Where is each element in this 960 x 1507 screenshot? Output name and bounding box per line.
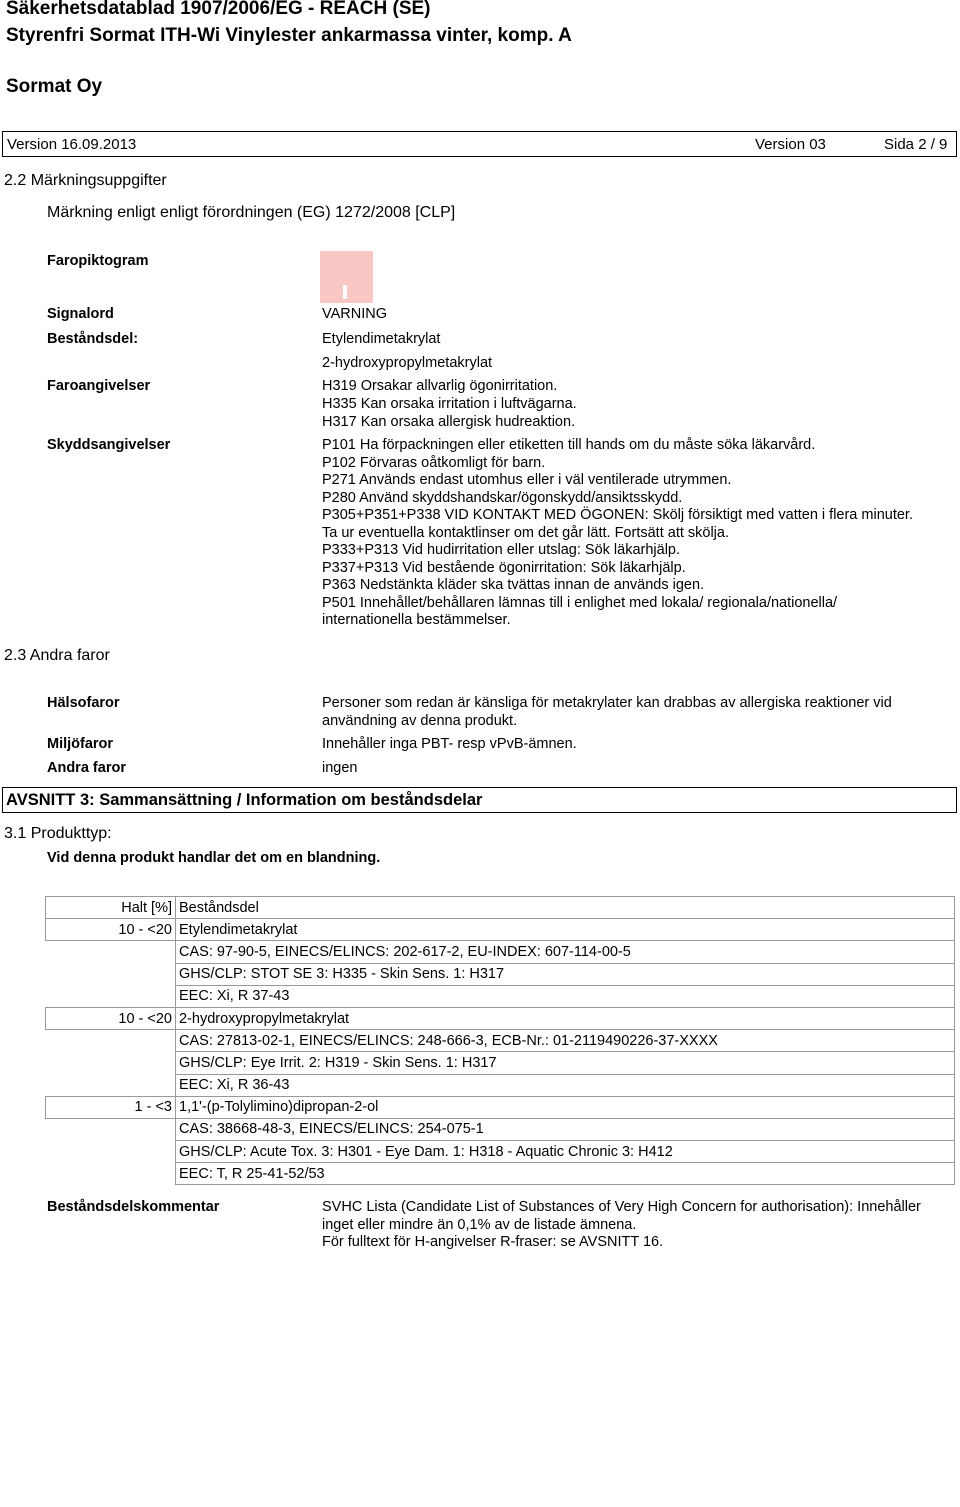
section-3-header (2, 787, 957, 813)
component-name-cell: Etylendimetakrylat (176, 919, 955, 941)
table-row (46, 1141, 955, 1163)
env-hazards-label: Miljöfaror (47, 736, 114, 752)
concentration-cell (46, 985, 176, 1007)
table-row (46, 919, 955, 941)
composition-table (45, 896, 955, 1185)
pictogram-label: Faropiktogram (47, 253, 149, 269)
other-hazards-label: Andra faror (47, 760, 126, 776)
component-name-cell: 1,1'-(p-Tolylimino)dipropan-2-ol (176, 1096, 955, 1118)
precaution-statement: P305+P351+P338 VID KONTAKT MED ÖGONEN: Skölj försiktigt med vatten i flera minuter. (322, 507, 913, 523)
component-comment-line: inget eller mindre än 0,1% av de listade ämnena. (322, 1216, 637, 1233)
precaution-statement: Ta ur eventuella kontaktlinser om det går lätt. Fortsätt att skölja. (322, 524, 729, 541)
precaution-statement: P501 Innehållet/behållaren lämnas till i enlighet med lokala/ regionala/nationella/ (322, 594, 838, 611)
health-hazards-label: Hälsofaror (47, 695, 120, 711)
column-header-component: Beståndsdel (176, 897, 955, 919)
component-detail-cell: CAS: 97-90-5, EINECS/ELINCS: 202-617-2, EU-INDEX: 607-114-00-5 (176, 941, 955, 963)
document-title: Säkerhetsdatablad 1907/2006/EG - REACH (SE) (6, 0, 431, 19)
hazard-statements-label: Faroangivelser (47, 378, 151, 394)
concentration-cell: 10 - <20 (46, 919, 176, 941)
table-row (46, 1163, 955, 1185)
component-detail-cell: GHS/CLP: STOT SE 3: H335 - Skin Sens. 1: H317 (176, 963, 955, 985)
company-name: Sormat Oy (6, 76, 103, 97)
component-detail-cell: GHS/CLP: Acute Tox. 3: H301 - Eye Dam. 1: H318 - Aquatic Chronic 3: H412 (176, 1141, 955, 1163)
concentration-cell (46, 941, 176, 963)
precaution-statement: P337+P313 Vid bestående ögonirritation: Sök läkarhjälp. (322, 559, 686, 576)
concentration-cell (46, 1052, 176, 1074)
concentration-cell (46, 1118, 176, 1140)
component-1: Etylendimetakrylat (322, 331, 441, 347)
concentration-cell (46, 1163, 176, 1185)
column-header-concentration: Halt [%] (46, 897, 176, 919)
precaution-statement: P280 Använd skyddshandskar/ögonskydd/ansiktsskydd. (322, 489, 683, 506)
table-row (46, 1052, 955, 1074)
signal-word-value: VARNING (322, 306, 387, 322)
concentration-cell: 1 - <3 (46, 1096, 176, 1118)
signal-word-label: Signalord (47, 306, 114, 322)
table-row (46, 941, 955, 963)
version-bar (2, 131, 957, 157)
table-row (46, 1074, 955, 1096)
hazard-statement: H319 Orsakar allvarlig ögonirritation. (322, 378, 558, 394)
precaution-statement: P363 Nedstänkta kläder ska tvättas innan de används igen. (322, 577, 705, 593)
section-3-title: AVSNITT 3: Sammansättning / Information om beståndsdelar (6, 791, 483, 809)
health-hazards-value-cont: användning av denna produkt. (322, 713, 518, 729)
product-type-value: Vid denna produkt handlar det om en blandning. (47, 850, 381, 866)
component-name-cell: 2-hydroxypropylmetakrylat (176, 1007, 955, 1029)
env-hazards-value: Innehåller inga PBT- resp vPvB-ämnen. (322, 736, 577, 752)
component-detail-cell: EEC: Xi, R 36-43 (176, 1074, 955, 1096)
hazard-pictogram-icon (320, 251, 373, 303)
clp-subheading: Märkning enligt enligt förordningen (EG) 1272/2008 [CLP] (47, 204, 456, 221)
concentration-cell (46, 963, 176, 985)
component-detail-cell: GHS/CLP: Eye Irrit. 2: H319 - Skin Sens. 1: H317 (176, 1052, 955, 1074)
component-detail-cell: EEC: Xi, R 37-43 (176, 985, 955, 1007)
table-row (46, 1096, 955, 1118)
table-row (46, 963, 955, 985)
components-label: Beståndsdel: (47, 331, 139, 347)
component-detail-cell: CAS: 27813-02-1, EINECS/ELINCS: 248-666-3, ECB-Nr.: 01-2119490226-37-XXXX (176, 1030, 955, 1052)
version-date: Version 16.09.2013 (7, 136, 137, 153)
table-row (46, 1007, 955, 1029)
component-comment-line: SVHC Lista (Candidate List of Substances of Very High Concern for authorisation): Innehåller (322, 1199, 921, 1215)
component-comment-label: Beståndsdelskommentar (47, 1199, 220, 1215)
precaution-statement: P101 Ha förpackningen eller etiketten till hands om du måste söka läkarvård. (322, 437, 816, 453)
concentration-cell: 10 - <20 (46, 1007, 176, 1029)
concentration-cell (46, 1030, 176, 1052)
precaution-statement: internationella bestämmelser. (322, 612, 511, 628)
component-detail-cell: CAS: 38668-48-3, EINECS/ELINCS: 254-075-1 (176, 1118, 955, 1140)
hazard-statement: H317 Kan orsaka allergisk hudreaktion. (322, 414, 576, 430)
product-name: Styrenfri Sormat ITH-Wi Vinylester ankarmassa vinter, komp. A (6, 25, 572, 46)
section-3-1-heading: 3.1 Produkttyp: (4, 825, 112, 842)
section-2-3-heading: 2.3 Andra faror (4, 647, 110, 664)
version-number: Version 03 (755, 136, 826, 153)
precaution-statement: P271 Används endast utomhus eller i väl ventilerade utrymmen. (322, 472, 732, 488)
health-hazards-value: Personer som redan är känsliga för metakrylater kan drabbas av allergiska reaktioner vid (322, 695, 892, 711)
table-header-row (46, 897, 955, 919)
table-row (46, 1118, 955, 1140)
other-hazards-value: ingen (322, 760, 358, 776)
precaution-statements-label: Skyddsangivelser (47, 437, 171, 453)
page-number: Sida 2 / 9 (884, 136, 948, 153)
precaution-statement: P333+P313 Vid hudirritation eller utslag: Sök läkarhjälp. (322, 542, 681, 558)
section-2-2-heading: 2.2 Märkningsuppgifter (4, 172, 167, 189)
component-detail-cell: EEC: T, R 25-41-52/53 (176, 1163, 955, 1185)
hazard-statement: H335 Kan orsaka irritation i luftvägarna. (322, 396, 577, 412)
precaution-statement: P102 Förvaras oåtkomligt för barn. (322, 454, 546, 471)
table-row (46, 985, 955, 1007)
concentration-cell (46, 1074, 176, 1096)
table-row (46, 1030, 955, 1052)
concentration-cell (46, 1141, 176, 1163)
component-comment-line: För fulltext för H-angivelser R-fraser: se AVSNITT 16. (322, 1234, 664, 1250)
component-2: 2-hydroxypropylmetakrylat (322, 355, 493, 371)
